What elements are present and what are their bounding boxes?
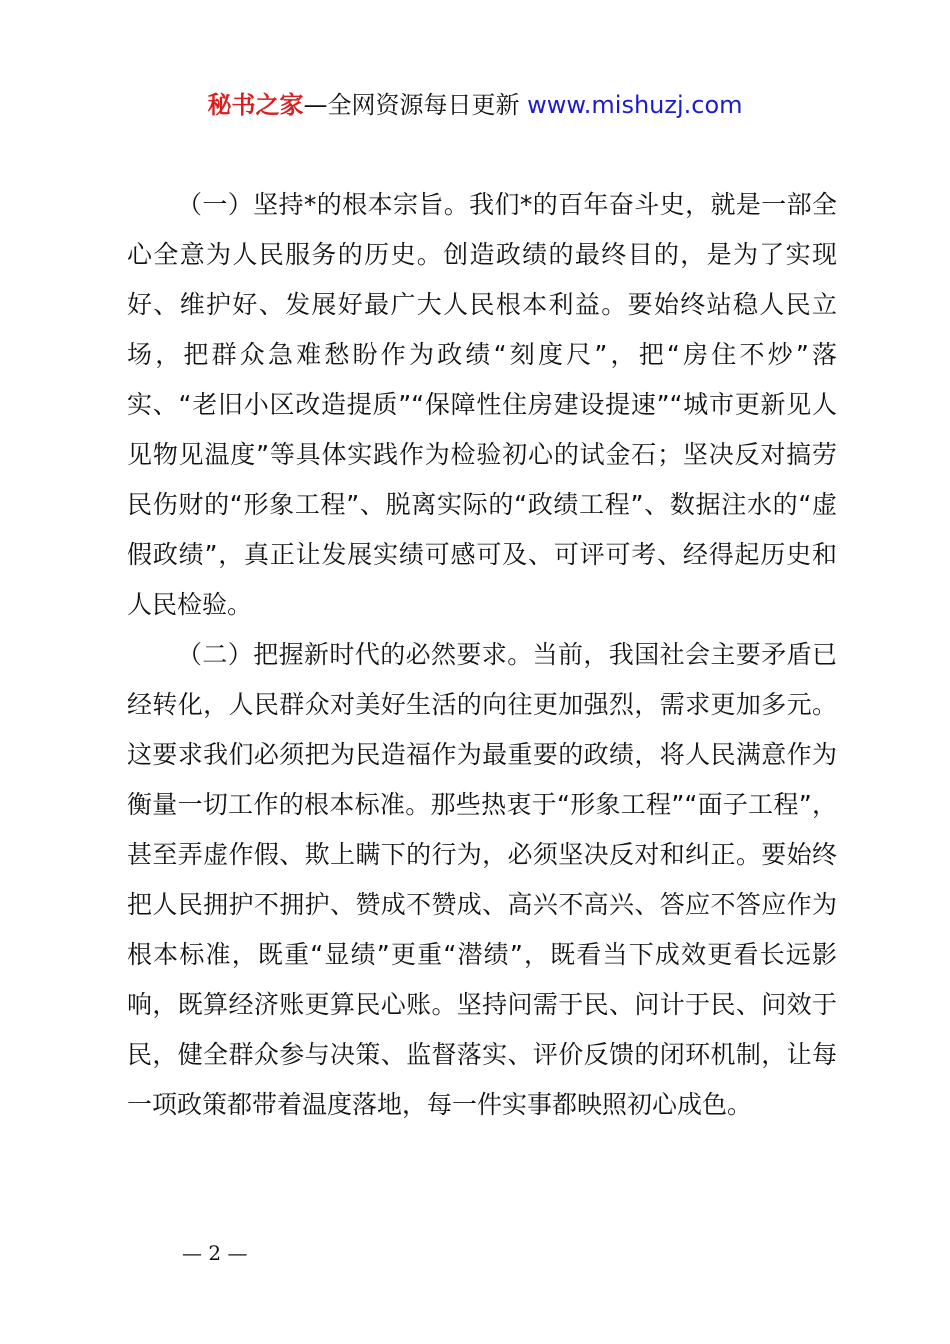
- header-tagline: —全网资源每日更新: [303, 91, 528, 119]
- website-link[interactable]: www.mishuzj.com: [527, 91, 743, 119]
- document-body: [127, 180, 837, 1130]
- page-header: [0, 88, 950, 122]
- brand-name: 秘书之家: [207, 91, 304, 119]
- page-number: — 2 —: [182, 1241, 248, 1265]
- paragraph-2: （二）把握新时代的必然要求。当前，我国社会主要矛盾已经转化，人民群众对美好生活的向往更加强烈，需求更加多元。这要求我们必须把为民造福作为最重要的政绩，将人民满意作为衡量一切工作的根本标准。那些热衷于“形象工程”“面子工程”，甚至弄虚作假、欺上瞒下的行为，必须坚决反对和纠正。要始终把人民拥护不拥护、赞成不赞成、高兴不高兴、答应不答应作为根本标准，既重“显绩”更重“潜绩”，既看当下成效更看长远影响，既算经济账更算民心账。坚持问需于民、问计于民、问效于民，健全群众参与决策、监督落实、评价反馈的闭环机制，让每一项政策都带着温度落地，每一件实事都映照初心成色。: [127, 640, 837, 1119]
- paragraph-1: （一）坚持*的根本宗旨。我们*的百年奋斗史，就是一部全心全意为人民服务的历史。创造政绩的最终目的，是为了实现好、维护好、发展好最广大人民根本利益。要始终站稳人民立场，把群众急难愁盼作为政绩“刻度尺”，把“房住不炒”落实、“老旧小区改造提质”“保障性住房建设提速”“城市更新见人见物见温度”等具体实践作为检验初心的试金石；坚决反对搞劳民伤财的“形象工程”、脱离实际的“政绩工程”、数据注水的“虚假政绩”，真正让发展实绩可感可及、可评可考、经得起历史和人民检验。: [127, 190, 837, 619]
